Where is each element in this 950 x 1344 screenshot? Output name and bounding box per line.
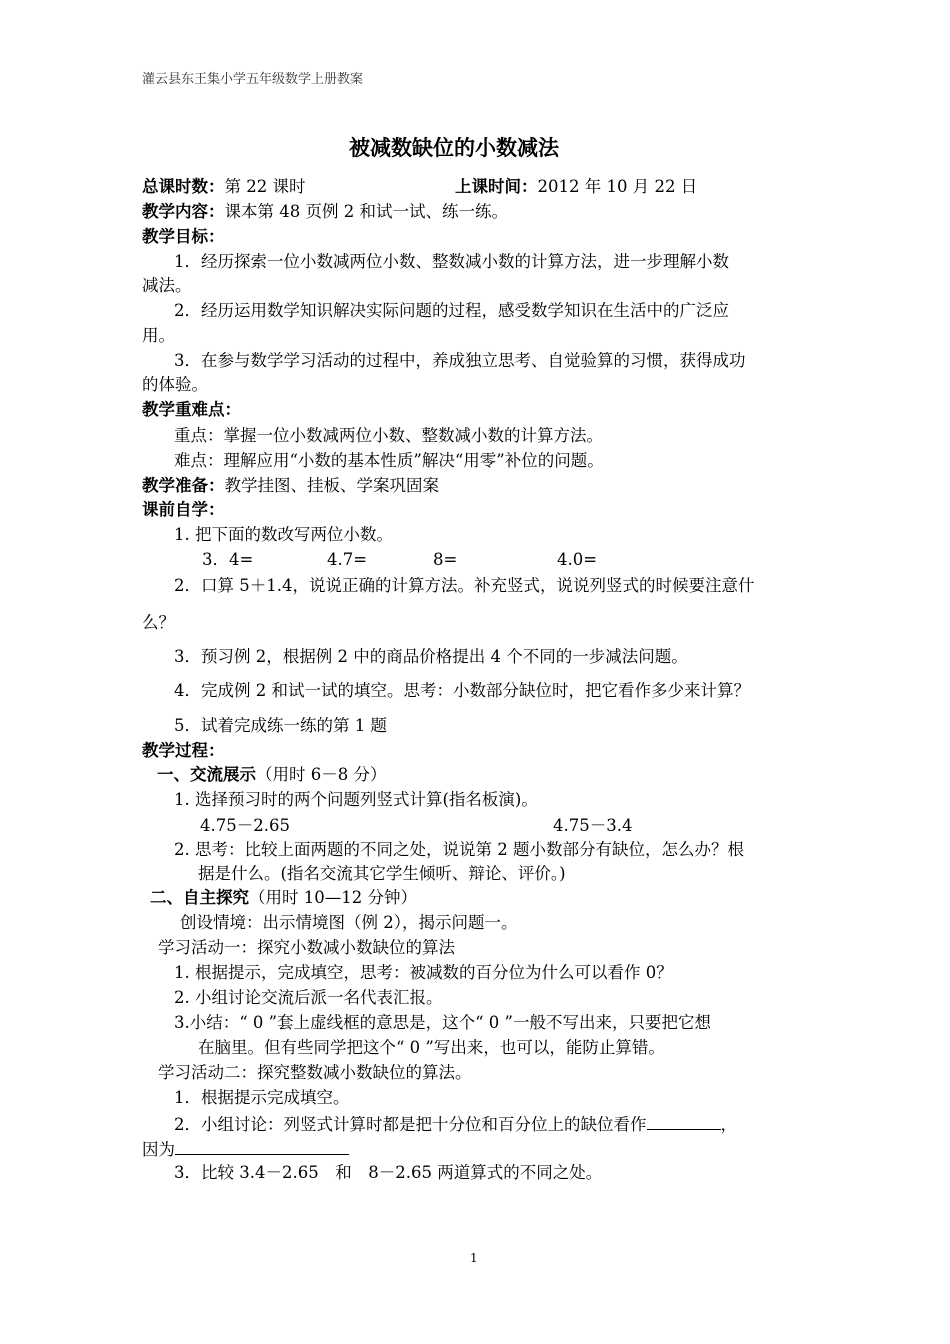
time-label: 上课时间： [455, 177, 538, 196]
activity-2-step-2a-text: 2．小组讨论：列竖式计算时都是把十分位和百分位上的缺位看作 [174, 1115, 647, 1134]
self-study-5: 5．试着完成练一练的第 1 题 [174, 716, 387, 735]
section-1-heading [157, 765, 387, 785]
scenario-line: 创设情境：出示情境图（例 2），揭示问题一。 [180, 913, 518, 932]
activity-2-step-2b [142, 1138, 349, 1160]
key-point: 重点：掌握一位小数减两位小数、整数减小数的计算方法。 [174, 426, 603, 445]
time-value: 2012 年 10 月 22 日 [537, 177, 698, 196]
section-2-time: （用时 10—12 分钟） [249, 888, 417, 907]
goal-2b: 用。 [142, 326, 175, 345]
process-item: 4.75－2.65 [200, 816, 290, 835]
self-study-label: 课前自学： [142, 500, 225, 519]
self-study-item: 4.7= [327, 550, 368, 569]
activity-1-title: 学习活动一：探究小数减小数缺位的算法 [158, 938, 455, 957]
goal-1b: 减法。 [142, 276, 192, 295]
goal-1a: 1．经历探索一位小数减两位小数、整数减小数的计算方法，进一步理解小数 [174, 252, 729, 271]
self-study-2b: 么？ [142, 613, 175, 632]
content-label: 教学内容： [142, 202, 225, 221]
activity-2-step-2b-text: 因为 [142, 1140, 175, 1159]
prep-label: 教学准备： [142, 476, 225, 495]
self-study-4: 4．完成例 2 和试一试的填空。思考：小数部分缺位时，把它看作多少来计算？ [174, 681, 750, 700]
self-study-3: 3．预习例 2，根据例 2 中的商品价格提出 4 个不同的一步减法问题。 [174, 647, 688, 666]
section-1-time: （用时 6－8 分） [256, 765, 387, 784]
lessons-label: 总课时数： [142, 177, 225, 196]
activity-2-step-2a-comma: ， [720, 1115, 737, 1134]
activity-2-step-2a [174, 1113, 737, 1135]
activity-1-summary-a: 3.小结：“ 0 ”套上虚线框的意思是，这个“ 0 ”一般不写出来，只要把它想 [174, 1013, 711, 1032]
self-study-item: 4.0= [557, 550, 598, 569]
activity-2-title: 学习活动二：探究整数减小数缺位的算法。 [158, 1063, 472, 1082]
section-1-title: 一、交流展示 [157, 765, 256, 784]
process-2a: 2. 思考：比较上面两题的不同之处，说说第 2 题小数部分有缺位，怎么办？根 [174, 840, 744, 859]
activity-1-step: 1. 根据提示，完成填空，思考：被减数的百分位为什么可以看作 0？ [174, 963, 673, 982]
activity-2-step: 3．比较 3.4－2.65 和 8－2.65 两道算式的不同之处。 [174, 1163, 603, 1182]
goal-3b: 的体验。 [142, 375, 208, 394]
page-title: 被减数缺位的小数减法 [349, 136, 559, 160]
goal-3a: 3．在参与数学学习活动的过程中，养成独立思考、自觉验算的习惯，获得成功 [174, 351, 746, 370]
fill-blank[interactable] [647, 1113, 721, 1130]
process-label: 教学过程： [142, 741, 225, 760]
activity-1-summary-b: 在脑里。但有些同学把这个“ 0 ”写出来，也可以，能防止算错。 [198, 1038, 665, 1057]
key-points-label: 教学重难点： [142, 400, 241, 419]
prep-row [142, 476, 439, 496]
lessons-value: 第 22 课时 [224, 177, 306, 196]
time-row [455, 177, 697, 197]
content-text: 课本第 48 页例 2 和试一试、练一练。 [224, 202, 508, 221]
process-item: 4.75－3.4 [553, 816, 633, 835]
difficult-point: 难点：理解应用“小数的基本性质”解决“用零”补位的问题。 [174, 451, 604, 470]
self-study-2a: 2．口算 5＋1.4，说说正确的计算方法。补充竖式，说说列竖式的时候要注意什 [174, 576, 755, 595]
document-header: 灌云县东王集小学五年级数学上册教案 [142, 72, 364, 87]
process-1: 1. 选择预习时的两个问题列竖式计算(指名板演)。 [174, 790, 538, 809]
process-2b: 据是什么。(指名交流其它学生倾听、辩论、评价。) [198, 864, 566, 883]
goals-label: 教学目标： [142, 227, 225, 246]
lessons-row [142, 177, 306, 197]
self-study-item: 8= [433, 550, 458, 569]
activity-1-step: 2. 小组讨论交流后派一名代表汇报。 [174, 988, 443, 1007]
page-number: 1 [470, 1251, 478, 1265]
self-study-item: 3．4= [202, 550, 254, 569]
section-2-title: 二、自主探究 [150, 888, 249, 907]
self-study-1: 1. 把下面的数改写两位小数。 [174, 525, 393, 544]
fill-blank[interactable] [175, 1138, 349, 1155]
goal-2a: 2．经历运用数学知识解决实际问题的过程，感受数学知识在生活中的广泛应 [174, 301, 729, 320]
activity-2-step: 1．根据提示完成填空。 [174, 1088, 350, 1107]
prep-text: 教学挂图、挂板、学案巩固案 [224, 476, 439, 495]
content-row [142, 202, 508, 222]
section-2-heading [150, 888, 417, 908]
